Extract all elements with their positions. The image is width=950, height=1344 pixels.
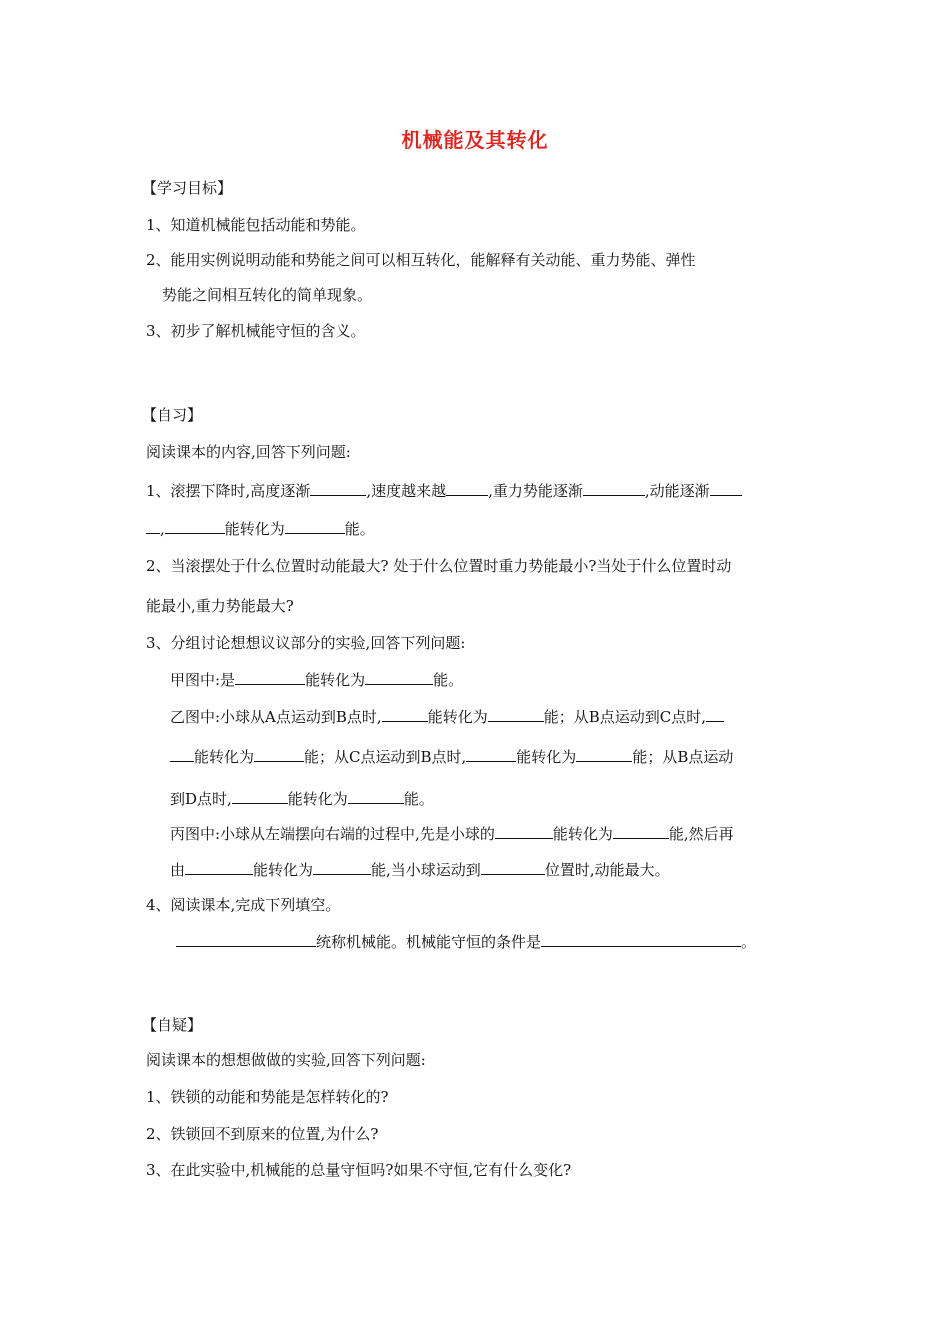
blank[interactable] bbox=[481, 859, 545, 875]
blank[interactable] bbox=[232, 788, 288, 804]
blank[interactable] bbox=[254, 746, 304, 762]
question-2-line-1: 2、当滚摆处于什么位置时动能最大? 处于什么位置时重力势能最小?当处于什么位置时动 bbox=[146, 557, 732, 575]
blank[interactable] bbox=[541, 931, 741, 947]
blank[interactable] bbox=[488, 706, 544, 722]
question-4-fill: 统称机械能。机械能守恒的条件是 。 bbox=[176, 931, 756, 952]
question-2-line-2: 能最小,重力势能最大? bbox=[146, 597, 294, 615]
blank[interactable] bbox=[285, 518, 345, 534]
blank[interactable] bbox=[365, 669, 433, 685]
bing-line-1: 丙图中:小球从左端摆向右端的过程中,先是小球的 能转化为 能,然后再 bbox=[170, 825, 734, 843]
yi-line-1: 乙图中:小球从A点运动到B点时, 能转化为 能；从B点运动到C点时, bbox=[170, 706, 724, 727]
blank[interactable] bbox=[165, 518, 225, 534]
self-study-heading: 【自习】 bbox=[142, 406, 203, 424]
self-doubt-item-1: 1、铁锁的动能和势能是怎样转化的? bbox=[146, 1088, 389, 1106]
yi-line-3: 到D点时, 能转化为 能。 bbox=[170, 790, 434, 808]
blank[interactable] bbox=[185, 859, 253, 875]
question-3: 3、分组讨论想想议议部分的实验,回答下列问题: bbox=[146, 634, 466, 652]
goal-item-1: 1、知道机械能包括动能和势能。 bbox=[146, 216, 366, 234]
blank[interactable] bbox=[583, 480, 645, 496]
self-doubt-item-3: 3、在此实验中,机械能的总量守恒吗?如果不守恒,它有什么变化? bbox=[146, 1161, 572, 1179]
blank[interactable] bbox=[235, 669, 305, 685]
goal-item-2-cont: 势能之间相互转化的简单现象。 bbox=[162, 286, 373, 304]
blank[interactable] bbox=[613, 823, 669, 839]
self-study-intro: 阅读课本的内容,回答下列问题: bbox=[146, 443, 351, 461]
self-doubt-heading: 【自疑】 bbox=[142, 1016, 203, 1034]
blank[interactable] bbox=[576, 746, 632, 762]
blank[interactable] bbox=[466, 746, 516, 762]
blank[interactable] bbox=[710, 480, 742, 496]
blank[interactable] bbox=[310, 480, 366, 496]
self-doubt-item-2: 2、铁锁回不到原来的位置,为什么? bbox=[146, 1125, 379, 1143]
question-1-line-1: 1、滚摆下降时,高度逐渐 ,速度越来越 ,重力势能逐渐 ,动能逐渐 bbox=[146, 480, 742, 501]
blank[interactable] bbox=[146, 518, 160, 534]
jia-line: 甲图中:是 能转化为 能。 bbox=[170, 671, 464, 689]
blank[interactable] bbox=[170, 746, 194, 762]
blank[interactable] bbox=[495, 823, 553, 839]
bing-line-2: 由 能转化为 能,当小球运动到 位置时,动能最大。 bbox=[170, 861, 670, 879]
blank[interactable] bbox=[446, 480, 488, 496]
question-4: 4、阅读课本,完成下列填空。 bbox=[146, 896, 341, 914]
goal-item-3: 3、初步了解机械能守恒的含义。 bbox=[146, 322, 366, 340]
blank[interactable] bbox=[382, 706, 428, 722]
self-doubt-intro: 阅读课本的想想做做的实验,回答下列问题: bbox=[146, 1051, 426, 1069]
blank[interactable] bbox=[706, 706, 724, 722]
goals-heading: 【学习目标】 bbox=[142, 179, 233, 197]
blank[interactable] bbox=[313, 859, 371, 875]
question-1-line-2: , 能转化为 能。 bbox=[146, 518, 375, 539]
blank[interactable] bbox=[176, 931, 316, 947]
page-title: 机械能及其转化 bbox=[401, 128, 549, 152]
yi-line-2: 能转化为 能；从C点运动到B点时, 能转化为 能；从B点运动 bbox=[170, 746, 733, 767]
goal-item-2: 2、能用实例说明动能和势能之间可以相互转化，能解释有关动能、重力势能、弹性 bbox=[146, 251, 696, 269]
blank[interactable] bbox=[348, 788, 404, 804]
